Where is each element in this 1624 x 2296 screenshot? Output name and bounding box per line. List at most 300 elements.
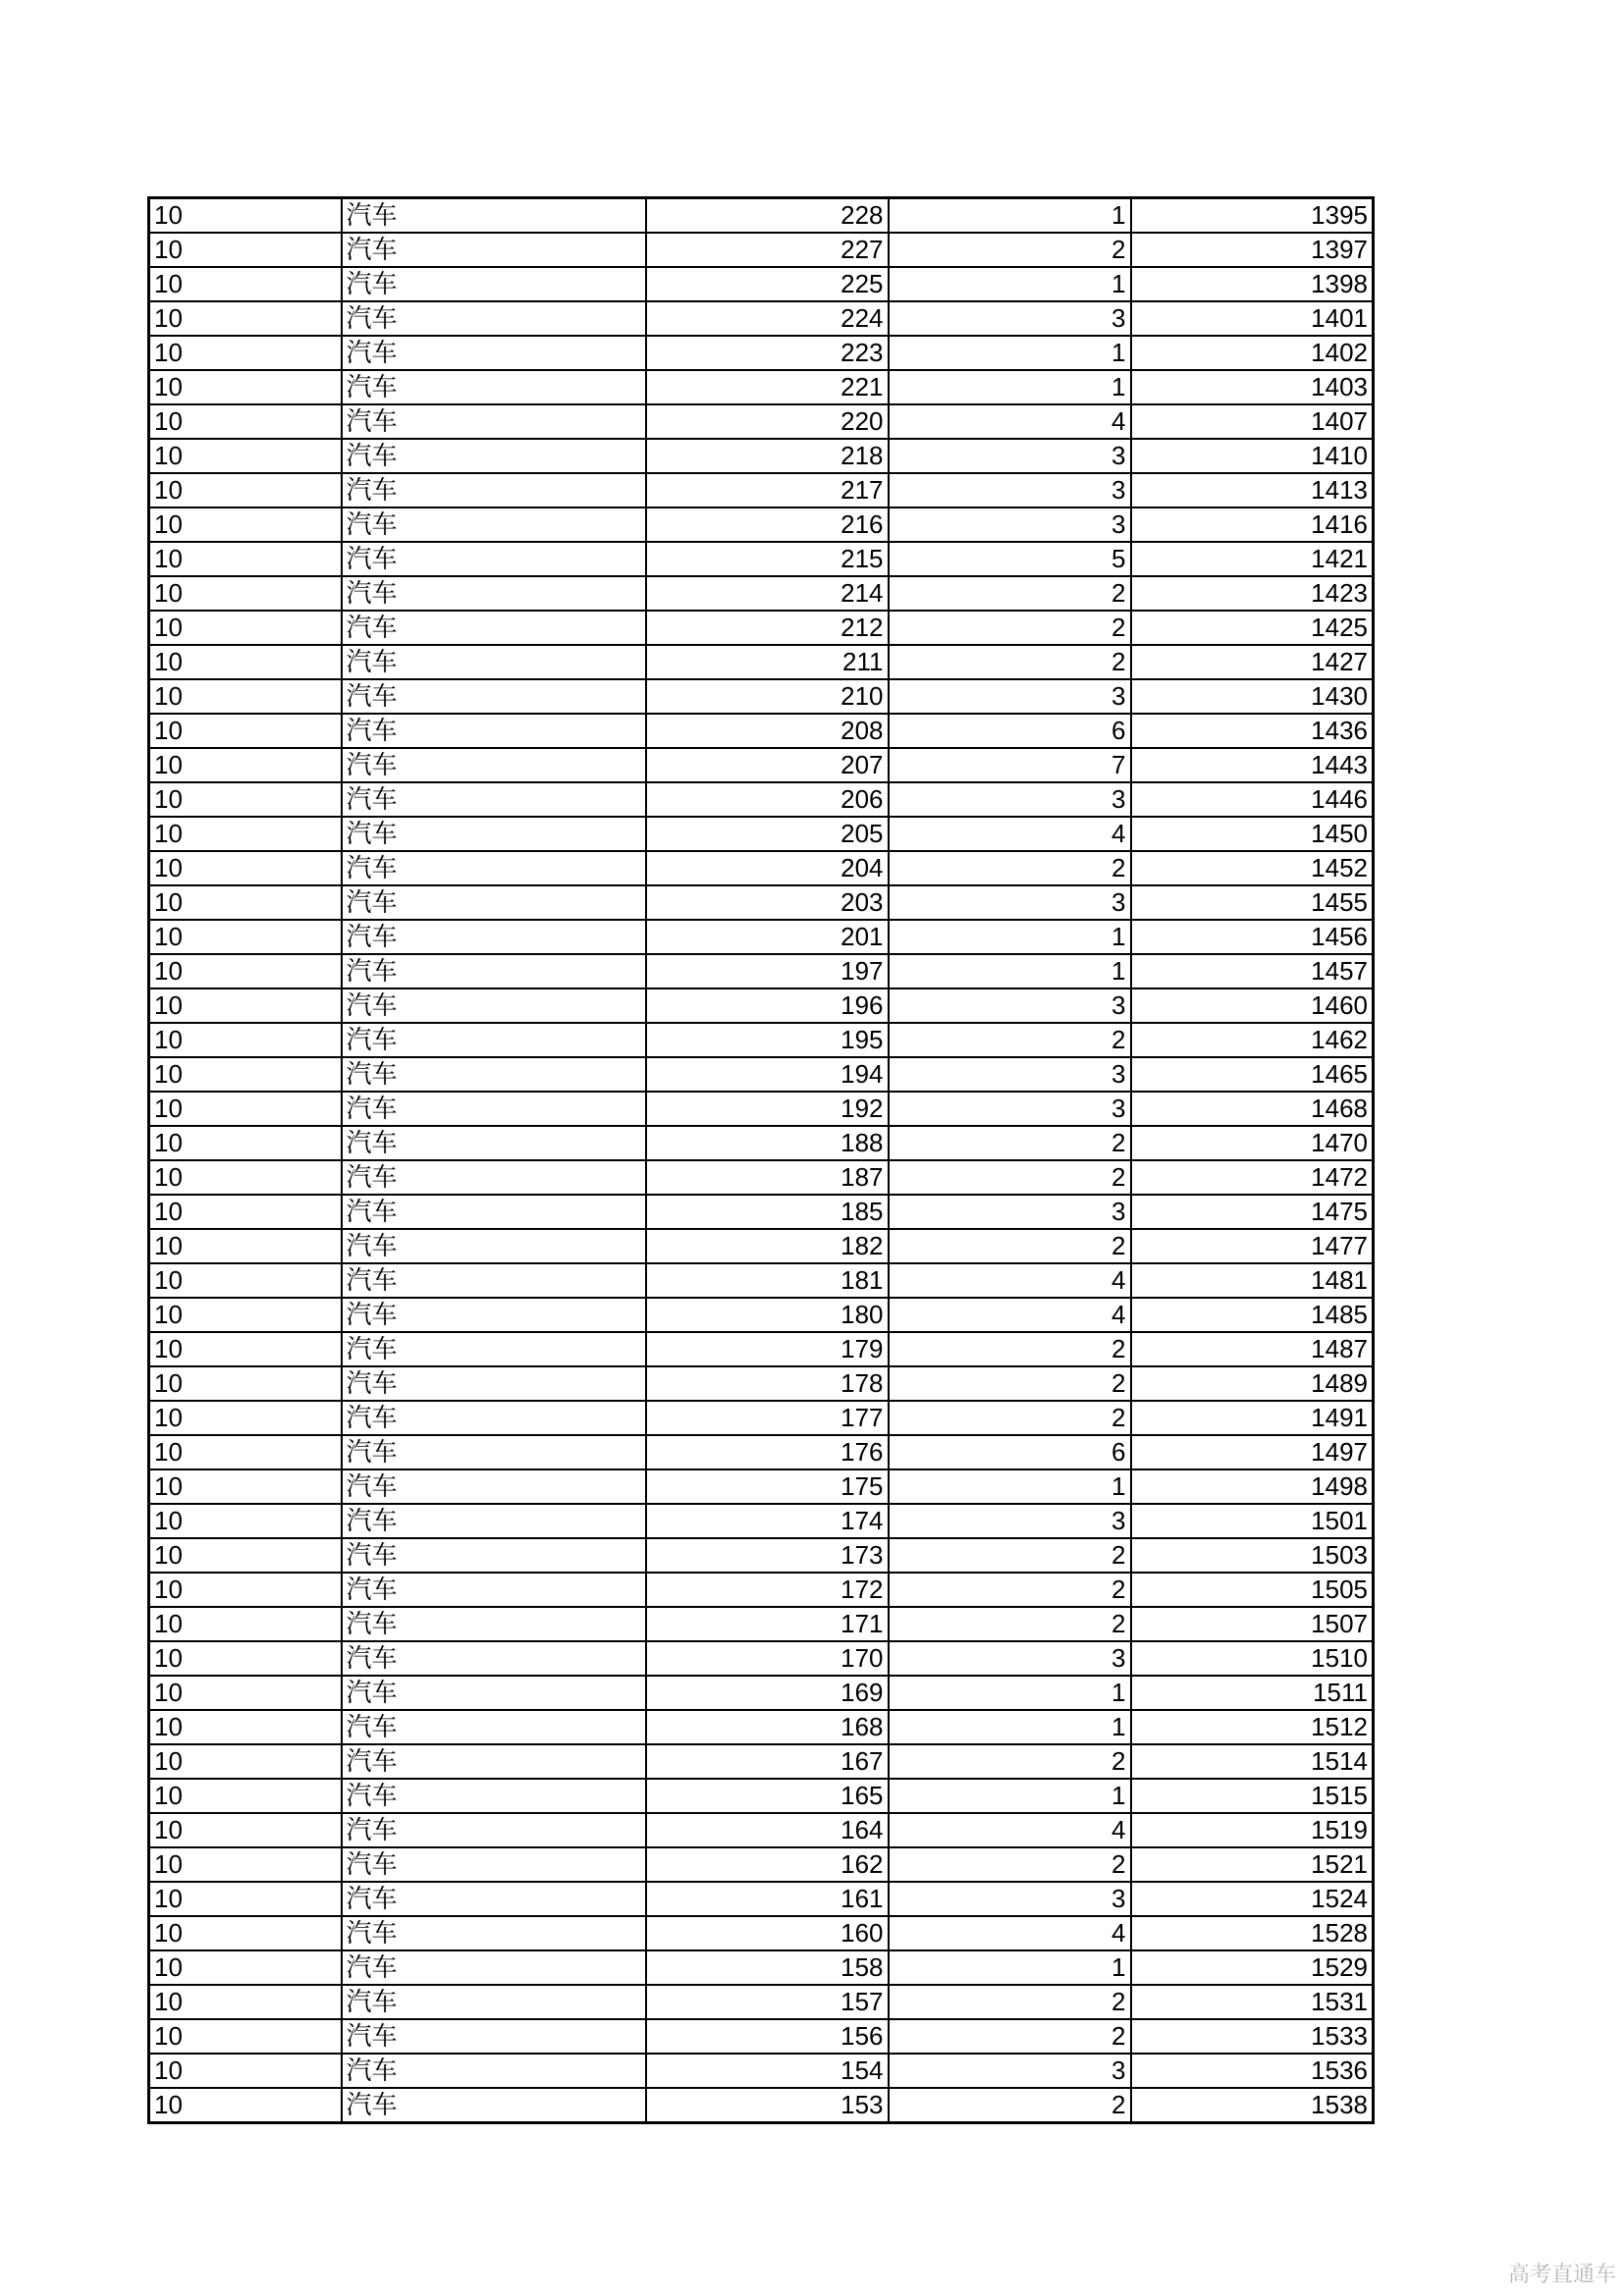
category-cell: 汽车: [342, 233, 646, 267]
table-row: [149, 920, 1374, 954]
count-cell: 3: [889, 1641, 1131, 1676]
category-cell: 汽车: [342, 1538, 646, 1573]
count-cell: 1: [889, 1676, 1131, 1710]
cumulative-cell: 1521: [1131, 1847, 1374, 1882]
score-cell: 217: [646, 473, 889, 507]
cumulative-cell: 1468: [1131, 1092, 1374, 1126]
cumulative-cell: 1505: [1131, 1573, 1374, 1607]
cumulative-cell: 1446: [1131, 782, 1374, 817]
group-cell: 10: [149, 473, 342, 507]
cumulative-cell: 1497: [1131, 1435, 1374, 1469]
category-cell: 汽车: [342, 1607, 646, 1641]
watermark: 高考直通车: [1507, 2263, 1616, 2287]
score-cell: 223: [646, 336, 889, 370]
score-cell: 182: [646, 1229, 889, 1263]
count-cell: 2: [889, 233, 1131, 267]
table-row: [149, 1332, 1374, 1366]
table-row: [149, 1641, 1374, 1676]
score-cell: 171: [646, 1607, 889, 1641]
group-cell: 10: [149, 336, 342, 370]
cumulative-cell: 1436: [1131, 714, 1374, 748]
count-cell: 3: [889, 1057, 1131, 1092]
category-cell: 汽车: [342, 1401, 646, 1435]
count-cell: 6: [889, 714, 1131, 748]
category-cell: 汽车: [342, 1744, 646, 1779]
count-cell: 2: [889, 1366, 1131, 1401]
category-cell: 汽车: [342, 1298, 646, 1332]
score-cell: 176: [646, 1435, 889, 1469]
count-cell: 2: [889, 645, 1131, 679]
score-cell: 187: [646, 1160, 889, 1195]
count-cell: 2: [889, 1985, 1131, 2019]
cumulative-cell: 1416: [1131, 507, 1374, 542]
table-row: [149, 542, 1374, 576]
count-cell: 3: [889, 2054, 1131, 2088]
group-cell: 10: [149, 1641, 342, 1676]
cumulative-cell: 1443: [1131, 748, 1374, 782]
category-cell: 汽车: [342, 1366, 646, 1401]
count-cell: 4: [889, 817, 1131, 851]
score-cell: 201: [646, 920, 889, 954]
score-cell: 160: [646, 1916, 889, 1950]
score-cell: 172: [646, 1573, 889, 1607]
category-cell: 汽车: [342, 1435, 646, 1469]
category-cell: 汽车: [342, 1882, 646, 1916]
cumulative-cell: 1531: [1131, 1985, 1374, 2019]
cumulative-cell: 1462: [1131, 1023, 1374, 1057]
cumulative-cell: 1519: [1131, 1813, 1374, 1847]
score-cell: 167: [646, 1744, 889, 1779]
category-cell: 汽车: [342, 1229, 646, 1263]
table-row: [149, 851, 1374, 885]
group-cell: 10: [149, 2088, 342, 2123]
category-cell: 汽车: [342, 1641, 646, 1676]
cumulative-cell: 1456: [1131, 920, 1374, 954]
score-cell: 168: [646, 1710, 889, 1744]
category-cell: 汽车: [342, 1195, 646, 1229]
count-cell: 2: [889, 1847, 1131, 1882]
score-cell: 216: [646, 507, 889, 542]
group-cell: 10: [149, 1195, 342, 1229]
cumulative-cell: 1455: [1131, 885, 1374, 920]
score-cell: 224: [646, 301, 889, 336]
count-cell: 3: [889, 1195, 1131, 1229]
category-cell: 汽车: [342, 404, 646, 439]
table-row: [149, 1160, 1374, 1195]
cumulative-cell: 1487: [1131, 1332, 1374, 1366]
score-cell: 178: [646, 1366, 889, 1401]
category-cell: 汽车: [342, 1573, 646, 1607]
category-cell: 汽车: [342, 782, 646, 817]
table-row: [149, 1366, 1374, 1401]
group-cell: 10: [149, 404, 342, 439]
category-cell: 汽车: [342, 473, 646, 507]
category-cell: 汽车: [342, 2054, 646, 2088]
cumulative-cell: 1398: [1131, 267, 1374, 301]
count-cell: 3: [889, 439, 1131, 473]
group-cell: 10: [149, 1607, 342, 1641]
category-cell: 汽车: [342, 2088, 646, 2123]
table-row: [149, 198, 1374, 234]
count-cell: 2: [889, 2019, 1131, 2054]
category-cell: 汽车: [342, 611, 646, 645]
cumulative-cell: 1402: [1131, 336, 1374, 370]
cumulative-cell: 1450: [1131, 817, 1374, 851]
count-cell: 2: [889, 1607, 1131, 1641]
table-row: [149, 1023, 1374, 1057]
score-cell: 228: [646, 198, 889, 234]
score-cell: 215: [646, 542, 889, 576]
score-cell: 197: [646, 954, 889, 988]
table-row: [149, 1538, 1374, 1573]
category-cell: 汽车: [342, 301, 646, 336]
group-cell: 10: [149, 611, 342, 645]
table-row: [149, 817, 1374, 851]
table-row: [149, 988, 1374, 1023]
group-cell: 10: [149, 1126, 342, 1160]
table-row: [149, 1710, 1374, 1744]
group-cell: 10: [149, 233, 342, 267]
cumulative-cell: 1538: [1311, 2090, 1368, 2119]
table-row: [149, 679, 1374, 714]
table-row: [149, 1263, 1374, 1298]
group-cell: 10: [149, 1366, 342, 1401]
score-cell: 164: [646, 1813, 889, 1847]
group-cell: 10: [149, 1744, 342, 1779]
category-cell: 汽车: [342, 714, 646, 748]
cumulative-cell: 1407: [1131, 404, 1374, 439]
table-row: [149, 645, 1374, 679]
group-cell: 10: [149, 714, 342, 748]
table-row: [149, 1057, 1374, 1092]
table-row: [149, 576, 1374, 611]
count-cell: 4: [889, 1298, 1131, 1332]
group-cell: 10: [149, 1985, 342, 2019]
group-cell: 10: [149, 1710, 342, 1744]
score-cell: 169: [646, 1676, 889, 1710]
category-cell: 汽车: [342, 2019, 646, 2054]
category-cell: 汽车: [342, 1332, 646, 1366]
count-cell: 1: [889, 267, 1131, 301]
cumulative-cell: 1536: [1131, 2054, 1374, 2088]
group-cell: 10: [149, 1023, 342, 1057]
count-cell: 2: [889, 1160, 1131, 1195]
table-row: [149, 1744, 1374, 1779]
score-cell: 179: [646, 1332, 889, 1366]
score-cell: 196: [646, 988, 889, 1023]
group-cell: 10: [149, 1160, 342, 1195]
category-cell: 汽车: [342, 1469, 646, 1504]
count-cell: 3: [889, 301, 1131, 336]
group-cell: 10: [149, 439, 342, 473]
category-cell: 汽车: [342, 885, 646, 920]
count-cell: 2: [889, 2088, 1131, 2123]
category-cell: 汽车: [342, 1779, 646, 1813]
score-cell: 212: [646, 611, 889, 645]
count-cell: 2: [889, 1126, 1131, 1160]
count-cell: 4: [889, 404, 1131, 439]
score-cell: 210: [646, 679, 889, 714]
cumulative-cell: 1423: [1131, 576, 1374, 611]
score-cell: 157: [646, 1985, 889, 2019]
table-row: [149, 2019, 1374, 2054]
group-cell: 10: [149, 507, 342, 542]
score-cell: 180: [646, 1298, 889, 1332]
category-cell: 汽车: [342, 1126, 646, 1160]
category-cell: 汽车: [342, 988, 646, 1023]
score-cell: 220: [646, 404, 889, 439]
count-cell: 4: [889, 1813, 1131, 1847]
count-cell: 1: [889, 198, 1131, 234]
group-cell: 10: [149, 988, 342, 1023]
group-cell: 10: [149, 1469, 342, 1504]
group-cell: 10: [149, 267, 342, 301]
score-cell: 161: [646, 1882, 889, 1916]
table-row: [149, 2088, 1374, 2123]
category-cell: 汽车: [342, 198, 646, 234]
cumulative-cell: 1477: [1131, 1229, 1374, 1263]
cumulative-cell: 1472: [1131, 1160, 1374, 1195]
table-row: [149, 1401, 1374, 1435]
group-cell: 10: [149, 2054, 342, 2088]
group-cell: 10: [149, 1401, 342, 1435]
score-table: [147, 196, 1375, 2124]
score-cell: 170: [646, 1641, 889, 1676]
table-row: [149, 267, 1374, 301]
table-row: [149, 1882, 1374, 1916]
table-row: [149, 954, 1374, 988]
count-cell: 3: [889, 1504, 1131, 1538]
table-row: [149, 1779, 1374, 1813]
score-cell: 173: [646, 1538, 889, 1573]
table-row: [149, 1469, 1374, 1504]
category-cell: 汽车: [342, 817, 646, 851]
count-cell: 1: [889, 370, 1131, 404]
cumulative-cell: 1481: [1131, 1263, 1374, 1298]
group-cell: 10: [149, 542, 342, 576]
table-row: [149, 782, 1374, 817]
cumulative-cell: 1397: [1131, 233, 1374, 267]
score-cell: 188: [646, 1126, 889, 1160]
score-cell: 156: [646, 2019, 889, 2054]
cumulative-cell: 1491: [1131, 1401, 1374, 1435]
cumulative-cell: 1512: [1131, 1710, 1374, 1744]
score-cell: 208: [646, 714, 889, 748]
count-cell: 2: [889, 1229, 1131, 1263]
count-cell: 3: [889, 885, 1131, 920]
table-row: [149, 611, 1374, 645]
cumulative-cell: 1427: [1131, 645, 1374, 679]
category-cell: 汽车: [342, 920, 646, 954]
score-cell: 153: [646, 2088, 889, 2123]
table-row: [149, 439, 1374, 473]
score-cell: 194: [646, 1057, 889, 1092]
cumulative-cell: 1475: [1131, 1195, 1374, 1229]
cumulative-cell: 1507: [1131, 1607, 1374, 1641]
table-row: [149, 1950, 1374, 1985]
count-cell: 2: [889, 1538, 1131, 1573]
category-cell: 汽车: [342, 507, 646, 542]
table-row: [149, 1847, 1374, 1882]
count-cell: 3: [889, 1882, 1131, 1916]
count-cell: 1: [889, 954, 1131, 988]
cumulative-cell: 1470: [1131, 1126, 1374, 1160]
count-cell: 3: [889, 1092, 1131, 1126]
table-row: [149, 714, 1374, 748]
table-row: [149, 748, 1374, 782]
category-cell: 汽车: [342, 370, 646, 404]
score-cell: 204: [646, 851, 889, 885]
category-cell: 汽车: [342, 1504, 646, 1538]
table-row: [149, 336, 1374, 370]
category-cell: 汽车: [342, 336, 646, 370]
cumulative-cell: 1533: [1131, 2019, 1374, 2054]
cumulative-cell: 1515: [1131, 1779, 1374, 1813]
category-cell: 汽车: [342, 679, 646, 714]
table-row: [149, 1573, 1374, 1607]
cumulative-cell: 1528: [1131, 1916, 1374, 1950]
group-cell: 10: [149, 679, 342, 714]
category-cell: 汽车: [342, 1985, 646, 2019]
group-cell: 10: [149, 576, 342, 611]
count-cell: 4: [889, 1916, 1131, 1950]
score-cell: 185: [646, 1195, 889, 1229]
table-row: [149, 1607, 1374, 1641]
table-row: [149, 1229, 1374, 1263]
cumulative-cell: 1465: [1131, 1057, 1374, 1092]
score-cell: 195: [646, 1023, 889, 1057]
cumulative-cell: 1410: [1131, 439, 1374, 473]
group-cell: 10: [149, 1435, 342, 1469]
category-cell: 汽车: [342, 1023, 646, 1057]
table-row: [149, 1985, 1374, 2019]
table-row: [149, 1504, 1374, 1538]
category-cell: 汽车: [342, 748, 646, 782]
group-cell: 10: [149, 370, 342, 404]
count-cell: 3: [889, 679, 1131, 714]
table-row: [149, 1916, 1374, 1950]
count-cell: 2: [889, 1401, 1131, 1435]
score-cell: 174: [646, 1504, 889, 1538]
group-cell: 10: [149, 1573, 342, 1607]
category-cell: 汽车: [342, 1263, 646, 1298]
cumulative-cell: 1413: [1131, 473, 1374, 507]
cumulative-cell: 1514: [1131, 1744, 1374, 1779]
cumulative-cell: 1430: [1131, 679, 1374, 714]
cumulative-cell: 1425: [1131, 611, 1374, 645]
score-cell: 214: [646, 576, 889, 611]
score-cell: 206: [646, 782, 889, 817]
group-cell: 10: [149, 1813, 342, 1847]
count-cell: 2: [889, 611, 1131, 645]
score-cell: 158: [646, 1950, 889, 1985]
score-cell: 154: [646, 2054, 889, 2088]
group-cell: 10: [149, 1916, 342, 1950]
category-cell: 汽车: [342, 851, 646, 885]
table-row: [149, 1676, 1374, 1710]
score-cell: 207: [646, 748, 889, 782]
score-cell: 221: [646, 370, 889, 404]
table-row: [149, 1126, 1374, 1160]
group-cell: 10: [149, 1676, 342, 1710]
count-cell: 2: [889, 851, 1131, 885]
category-cell: 汽车: [342, 439, 646, 473]
category-cell: 汽车: [342, 1160, 646, 1195]
count-cell: 3: [889, 507, 1131, 542]
group-cell: 10: [149, 1057, 342, 1092]
score-cell: 175: [646, 1469, 889, 1504]
count-cell: 2: [889, 1744, 1131, 1779]
table-row: [149, 1092, 1374, 1126]
group-cell: 10: [149, 198, 342, 234]
score-cell: 192: [646, 1092, 889, 1126]
score-cell: 162: [646, 1847, 889, 1882]
table-row: [149, 1298, 1374, 1332]
table-row: [149, 301, 1374, 336]
cumulative-cell: 1401: [1131, 301, 1374, 336]
cumulative-cell: 1421: [1131, 542, 1374, 576]
category-cell: 汽车: [342, 1847, 646, 1882]
group-cell: 10: [149, 748, 342, 782]
table-row: [149, 370, 1374, 404]
score-cell: 177: [646, 1401, 889, 1435]
score-cell: 218: [646, 439, 889, 473]
score-cell: 181: [646, 1263, 889, 1298]
cumulative-cell: 1452: [1131, 851, 1374, 885]
count-cell: 2: [889, 1332, 1131, 1366]
score-cell: 211: [646, 645, 889, 679]
table-row: [149, 2054, 1374, 2088]
table-row: [149, 1435, 1374, 1469]
category-cell: 汽车: [342, 1676, 646, 1710]
group-cell: 10: [149, 954, 342, 988]
category-cell: 汽车: [342, 1092, 646, 1126]
score-cell: 225: [646, 267, 889, 301]
table-row: [149, 1813, 1374, 1847]
cumulative-cell: 1510: [1131, 1641, 1374, 1676]
count-cell: 3: [889, 988, 1131, 1023]
group-cell: 10: [149, 1504, 342, 1538]
category-cell: 汽车: [342, 1710, 646, 1744]
group-cell: 10: [149, 885, 342, 920]
category-cell: 汽车: [342, 542, 646, 576]
cumulative-cell: 1503: [1131, 1538, 1374, 1573]
table-row: [149, 1195, 1374, 1229]
group-cell: 10: [149, 1882, 342, 1916]
group-cell: 10: [149, 645, 342, 679]
count-cell: 1: [889, 1950, 1131, 1985]
category-cell: 汽车: [342, 1813, 646, 1847]
count-cell: 2: [889, 1023, 1131, 1057]
count-cell: 7: [889, 748, 1131, 782]
count-cell: 1: [889, 1469, 1131, 1504]
count-cell: 2: [889, 576, 1131, 611]
cumulative-cell: 1498: [1131, 1469, 1374, 1504]
count-cell: 4: [889, 1263, 1131, 1298]
cumulative-cell: 1501: [1131, 1504, 1374, 1538]
category-cell: 汽车: [342, 1916, 646, 1950]
cumulative-cell: 1395: [1131, 198, 1374, 234]
group-cell: 10: [149, 1298, 342, 1332]
table-row: [149, 233, 1374, 267]
count-cell: 1: [889, 336, 1131, 370]
category-cell: 汽车: [342, 267, 646, 301]
score-cell: 203: [646, 885, 889, 920]
group-cell: 10: [149, 1229, 342, 1263]
count-cell: 6: [889, 1435, 1131, 1469]
cumulative-cell: 1529: [1131, 1950, 1374, 1985]
cumulative-cell: 1457: [1131, 954, 1374, 988]
